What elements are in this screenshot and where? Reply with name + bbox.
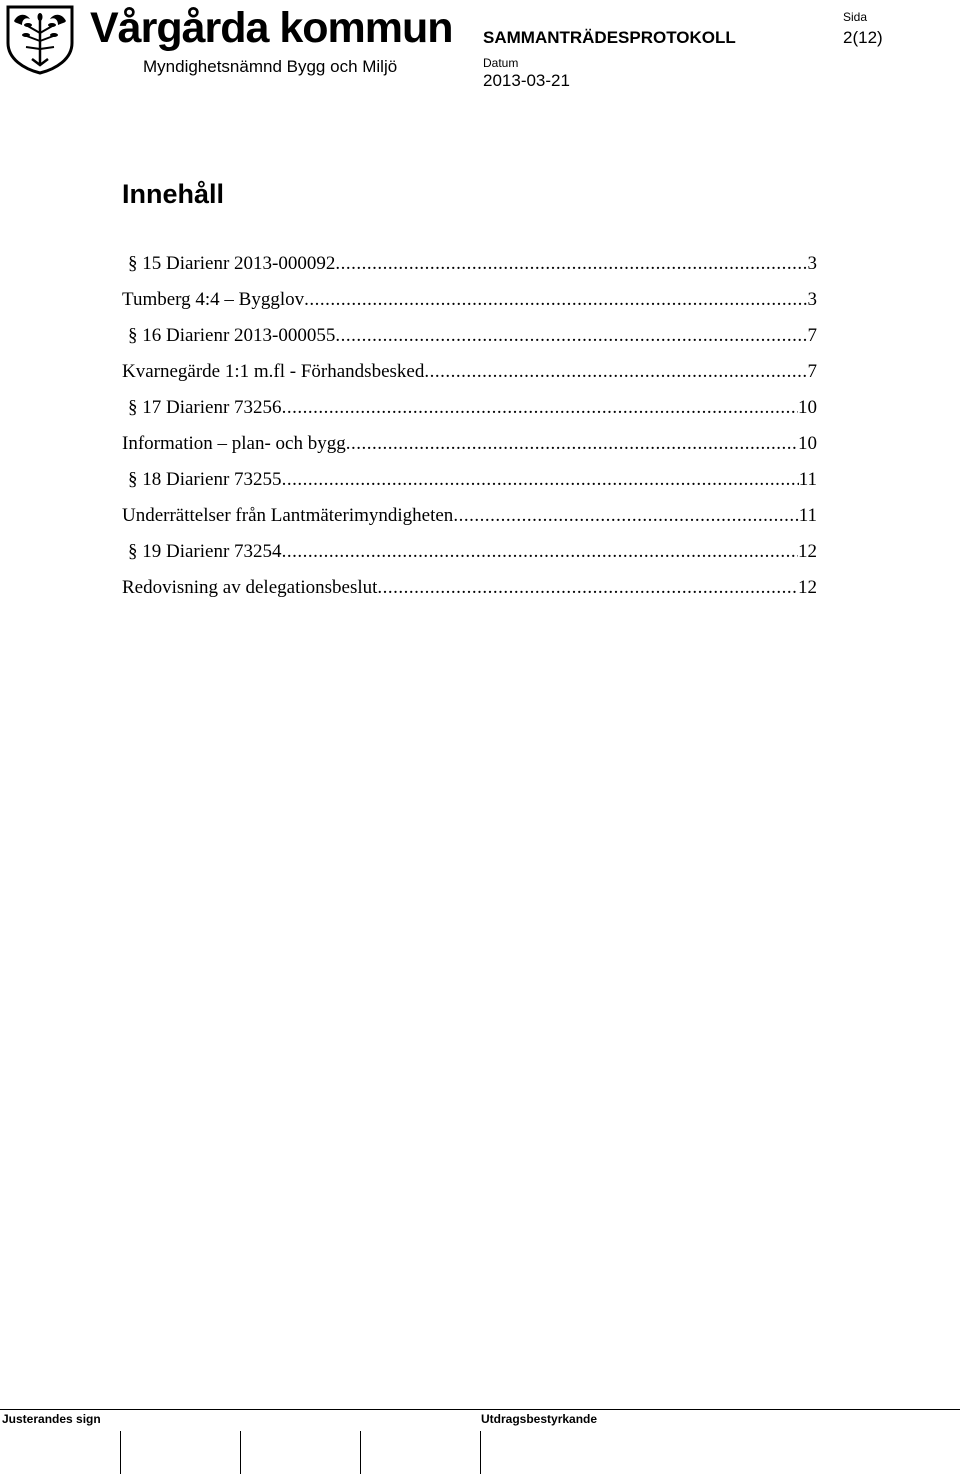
toc-dot-leader (282, 462, 799, 498)
toc-entry[interactable] (122, 318, 817, 354)
toc-dot-leader (377, 570, 798, 606)
toc-entry-page: 12 (798, 541, 817, 562)
footer-divider (0, 1409, 960, 1410)
toc-entry-page: 10 (798, 433, 817, 454)
toc-entry-text: § 18 Diarienr 73255 (128, 469, 282, 490)
toc-entry-text: § 19 Diarienr 73254 (128, 541, 282, 562)
toc-entry[interactable] (122, 534, 817, 570)
page-number: 2(12) (843, 28, 883, 47)
toc-entry-page: 11 (798, 469, 817, 490)
toc-dot-leader (282, 390, 798, 426)
toc-dot-leader (335, 318, 807, 354)
toc-dot-leader (282, 534, 798, 570)
toc-dot-leader (335, 246, 807, 282)
signature-box-divider (360, 1431, 361, 1474)
toc-entry-page: 7 (807, 361, 817, 382)
table-of-contents (122, 246, 817, 606)
toc-entry-page: 10 (798, 397, 817, 418)
toc-entry-text: Information – plan- och bygg (122, 433, 346, 454)
toc-entry[interactable] (122, 426, 817, 462)
footer-certification-label: Utdragsbestyrkande (481, 1412, 598, 1426)
toc-entry-text: Redovisning av delegationsbeslut (122, 577, 378, 598)
footer-signature-label: Justerandes sign (2, 1412, 101, 1426)
toc-dot-leader (424, 354, 807, 390)
page-label: Sida (843, 10, 868, 24)
toc-entry-page: 3 (807, 289, 817, 310)
organization-name: Vårgårda kommun (90, 4, 453, 52)
signature-box-divider (480, 1431, 481, 1474)
toc-entry[interactable] (122, 282, 817, 318)
municipal-coat-of-arms-icon (4, 3, 76, 75)
toc-title: Innehåll (122, 179, 225, 209)
date-value: 2013-03-21 (483, 71, 570, 90)
signature-box-divider (240, 1431, 241, 1474)
toc-entry-text: § 16 Diarienr 2013-000055 (128, 325, 336, 346)
toc-entry-page: 12 (798, 577, 817, 598)
toc-dot-leader (346, 426, 798, 462)
committee-name: Myndighetsnämnd Bygg och Miljö (143, 57, 398, 76)
signature-box-divider (120, 1431, 121, 1474)
toc-entry[interactable] (122, 498, 817, 534)
toc-entry-text: § 15 Diarienr 2013-000092 (128, 253, 336, 274)
toc-entry-page: 11 (798, 505, 817, 526)
toc-entry-page: 3 (807, 253, 817, 274)
toc-entry[interactable] (122, 246, 817, 282)
date-label: Datum (483, 56, 519, 70)
toc-entry[interactable] (122, 462, 817, 498)
toc-dot-leader (453, 498, 798, 534)
toc-entry[interactable] (122, 390, 817, 426)
toc-entry-text: Kvarnegärde 1:1 m.fl - Förhandsbesked (122, 361, 425, 382)
document-type: SAMMANTRÄDESPROTOKOLL (483, 28, 736, 47)
toc-entry-text: Tumberg 4:4 – Bygglov (122, 289, 305, 310)
toc-entry[interactable] (122, 354, 817, 390)
toc-entry-page: 7 (807, 325, 817, 346)
toc-entry-text: § 17 Diarienr 73256 (128, 397, 282, 418)
toc-entry-text: Underrättelser från Lantmäterimyndigheten (122, 505, 454, 526)
toc-dot-leader (304, 282, 807, 318)
toc-entry[interactable] (122, 570, 817, 606)
